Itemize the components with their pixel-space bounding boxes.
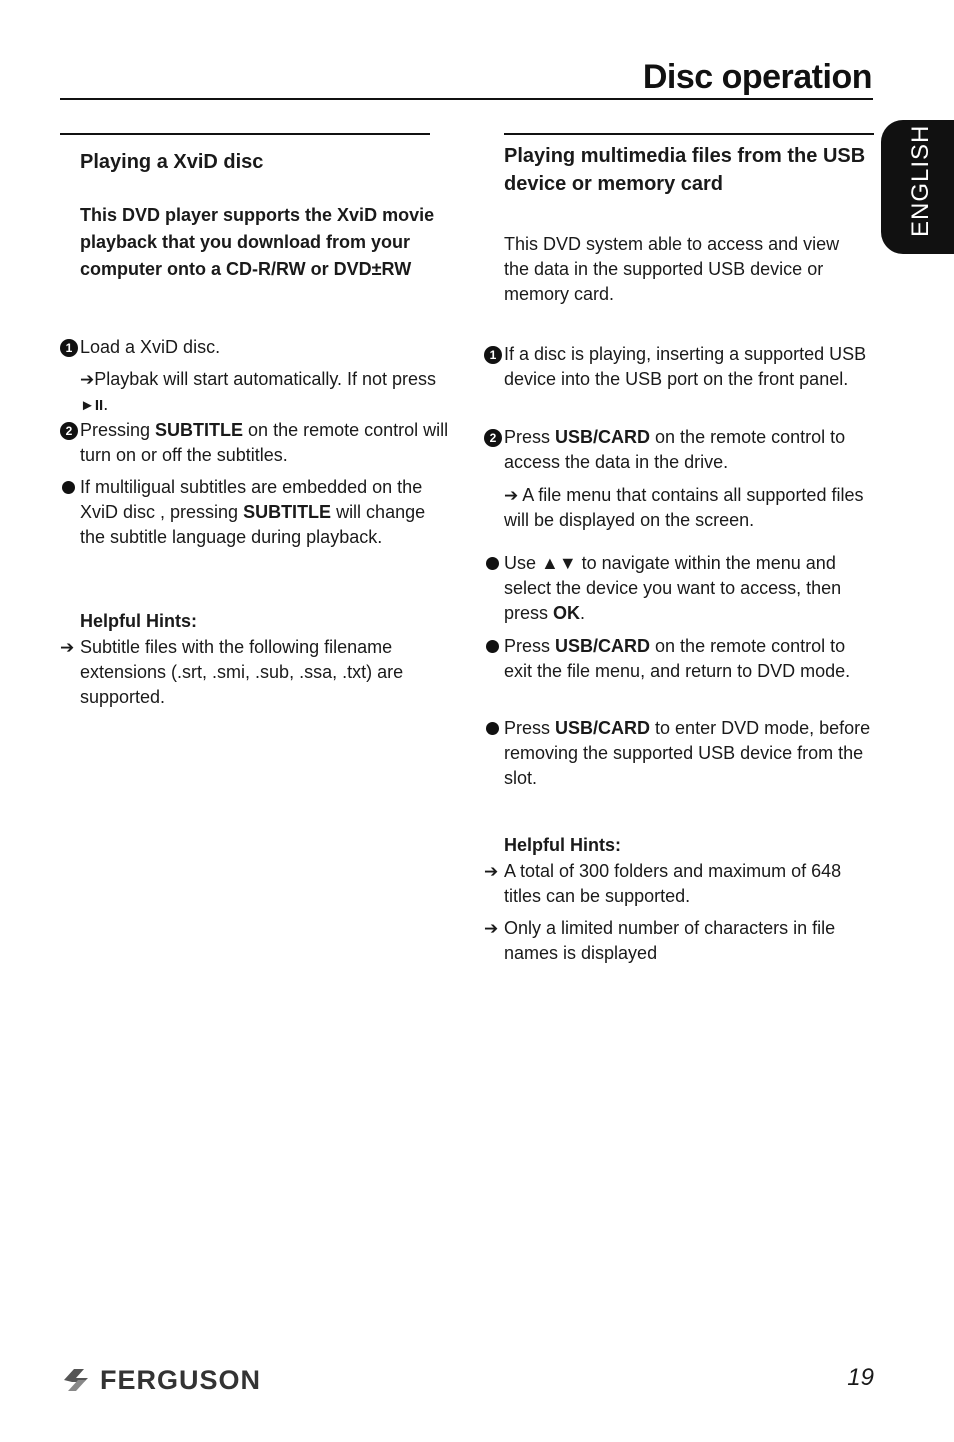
language-tab-label: ENGLISH <box>907 124 934 237</box>
left-section-heading: Playing a XviD disc <box>80 151 264 173</box>
left-section-rule <box>60 133 430 135</box>
left-hints-title: Helpful Hints: <box>80 611 197 631</box>
right-hint-1 <box>484 859 874 909</box>
arrow-right-icon: ➔ <box>484 862 499 881</box>
left-step-2-key: SUBTITLE <box>155 420 244 440</box>
left-bullet-1-key: SUBTITLE <box>243 502 332 522</box>
page-title: Disc operation <box>642 58 872 96</box>
bullet-icon <box>62 481 75 494</box>
right-step-2 <box>484 425 876 475</box>
step-number-2-icon: 2 <box>60 422 78 440</box>
left-bullet-1 <box>60 475 450 550</box>
left-intro <box>80 202 455 283</box>
page-number: 19 <box>847 1364 874 1391</box>
left-bullet-1-post: will change the subtitle language during playback. <box>80 502 426 547</box>
left-step-2-text <box>80 418 450 468</box>
right-intro: This DVD system able to access and view the data in the supported USB device or memory card. <box>504 234 840 304</box>
left-step-2 <box>60 418 450 468</box>
right-step-2-key: USB/CARD <box>555 427 651 447</box>
right-bullet-1 <box>484 551 874 626</box>
right-step-2-pre: Press <box>504 427 556 447</box>
ferguson-logo-icon <box>62 1367 96 1393</box>
right-bullet-1-pre: Use <box>504 553 542 573</box>
right-bullet-2-pre: Press <box>504 636 556 656</box>
brand-name: FERGUSON <box>100 1364 262 1395</box>
arrow-right-icon: ➔ <box>484 919 499 938</box>
up-down-arrows-icon: ▲▼ <box>541 553 577 573</box>
header-rule <box>60 98 873 100</box>
right-section-heading: Playing multimedia files from the USB device or memory card <box>504 145 866 195</box>
arrow-right-icon: ➔ <box>60 638 75 657</box>
left-hint-1-text: Subtitle files with the following filename extensions (.srt, .smi, .sub, .ssa, .txt) are supported. <box>80 637 404 707</box>
left-bullet-1-text <box>80 475 450 550</box>
arrow-right-icon: ➔ <box>504 486 519 505</box>
right-bullet-2 <box>484 634 874 684</box>
language-tab <box>881 120 954 254</box>
right-bullet-3-text <box>504 716 874 791</box>
right-bullet-3-pre: Press <box>504 718 556 738</box>
right-bullet-3 <box>484 716 874 791</box>
right-step-1-text: If a disc is playing, inserting a supported USB device into the USB port on the front panel. <box>504 344 867 389</box>
right-step-1 <box>484 342 874 392</box>
right-bullet-1-text <box>504 551 874 626</box>
left-step-1-result-prefix: Playbak will start automatically. If not press <box>94 369 437 389</box>
right-hint-2 <box>484 916 876 966</box>
left-step-1-result-suffix: . <box>103 394 109 414</box>
bullet-icon <box>486 640 499 653</box>
brand-logo <box>62 1364 261 1396</box>
right-bullet-1-mid: to navigate within the menu and select the device you want to access, then press <box>504 553 842 623</box>
right-bullet-1-post: . <box>580 603 586 623</box>
right-bullet-2-post: on the remote control to exit the file menu, and return to DVD mode. <box>504 636 851 681</box>
left-step-2-pre: Pressing <box>80 420 156 440</box>
left-bullet-1-pre: If multiligual subtitles are embedded on the XviD disc , pressing <box>80 477 423 522</box>
play-pause-icon: ►II <box>80 397 104 414</box>
right-bullet-2-text <box>504 634 874 684</box>
step-number-2-icon: 2 <box>484 429 502 447</box>
right-hints-title: Helpful Hints: <box>504 835 621 855</box>
left-step-1 <box>60 335 450 360</box>
right-step-2-text <box>504 425 876 475</box>
step-number-1-icon: 1 <box>484 346 502 364</box>
left-hint-1 <box>60 635 450 710</box>
right-step-2-result-text: A file menu that contains all supported files will be displayed on the screen. <box>504 485 864 530</box>
right-bullet-3-post: to enter DVD mode, before removing the supported USB device from the slot. <box>504 718 871 788</box>
left-intro-text: This DVD player supports the XviD movie playback that you download from your computer onto a CD-R/RW or DVD±RW <box>80 205 435 279</box>
bullet-icon <box>486 557 499 570</box>
right-step-2-post: on the remote control to access the data in the drive. <box>504 427 846 472</box>
right-hint-2-text: Only a limited number of characters in file names is displayed <box>504 918 836 963</box>
step-number-1-icon: 1 <box>60 339 78 357</box>
left-step-1-text: Load a XviD disc. <box>80 337 221 357</box>
right-bullet-1-key: OK <box>553 603 581 623</box>
right-step-2-result <box>504 483 874 533</box>
right-hint-1-text: A total of 300 folders and maximum of 648 titles can be supported. <box>504 861 842 906</box>
bullet-icon <box>486 722 499 735</box>
right-bullet-3-key: USB/CARD <box>555 718 651 738</box>
right-bullet-2-key: USB/CARD <box>555 636 651 656</box>
right-section-rule <box>504 133 874 135</box>
left-step-1-result <box>80 367 440 418</box>
arrow-right-icon: ➔ <box>80 370 95 389</box>
left-step-2-post: on the remote control will turn on or off the subtitles. <box>80 420 449 465</box>
